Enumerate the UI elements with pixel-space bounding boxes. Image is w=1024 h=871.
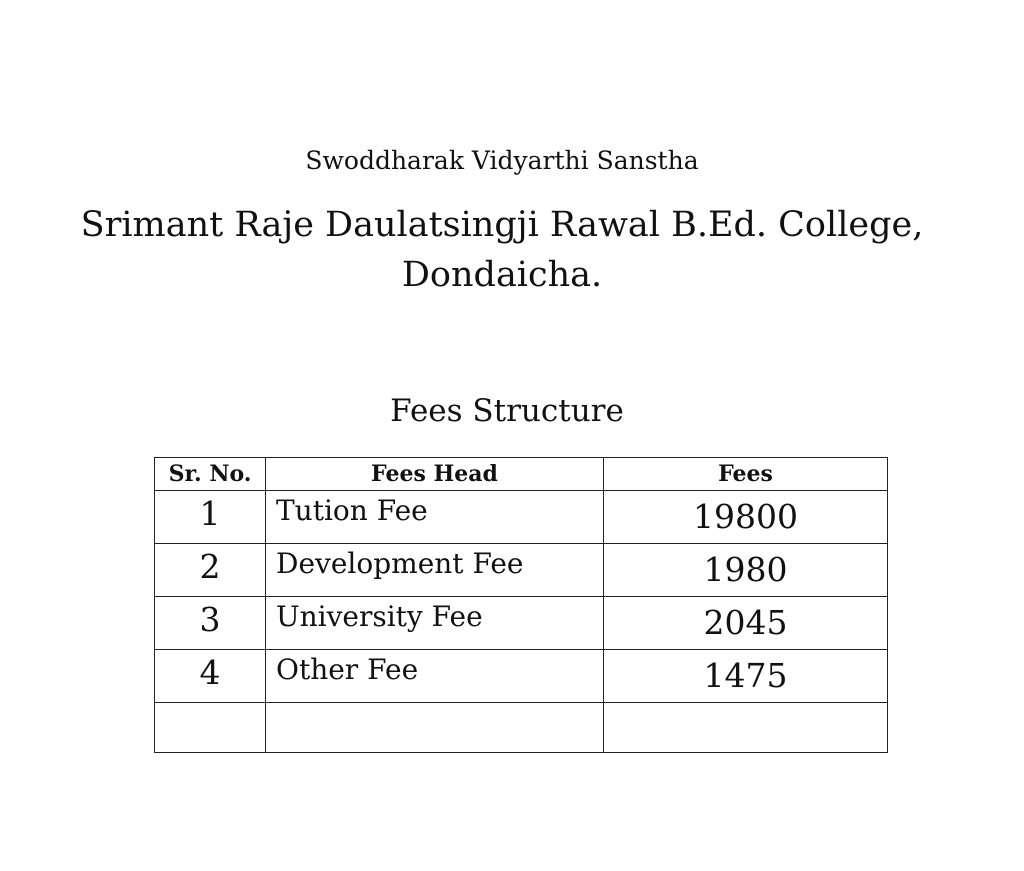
fees-head-cell: Other Fee [266, 650, 604, 703]
sr-no-cell: 2 [155, 544, 266, 597]
fees-structure-title: Fees Structure [390, 393, 624, 429]
table-row [155, 544, 888, 597]
sr-no-cell [155, 703, 266, 753]
table-row [155, 491, 888, 544]
fees-head-cell [266, 703, 604, 753]
organization-name: Swoddharak Vidyarthi Sanstha [305, 146, 699, 175]
column-header-fees: Fees [604, 458, 888, 491]
fees-amount-cell: 1980 [604, 544, 888, 597]
fees-head-cell: Development Fee [266, 544, 604, 597]
fees-head-cell: University Fee [266, 597, 604, 650]
college-name-line-2: Dondaicha. [401, 255, 603, 295]
fees-table [154, 457, 888, 753]
sr-no-cell: 3 [155, 597, 266, 650]
column-header-fees-head: Fees Head [266, 458, 604, 491]
table-row [155, 597, 888, 650]
fees-amount-cell: 2045 [604, 597, 888, 650]
sr-no-cell: 1 [155, 491, 266, 544]
college-name-line-1: Srimant Raje Daulatsingji Rawal B.Ed. College, [80, 205, 924, 245]
fees-amount-cell: 1475 [604, 650, 888, 703]
sr-no-cell: 4 [155, 650, 266, 703]
table-row-empty [155, 703, 888, 753]
column-header-sr-no: Sr. No. [155, 458, 266, 491]
fees-head-cell: Tution Fee [266, 491, 604, 544]
table-row [155, 650, 888, 703]
college-name [40, 200, 964, 300]
fees-amount-cell [604, 703, 888, 753]
fees-amount-cell: 19800 [604, 491, 888, 544]
table-header-row [155, 458, 888, 491]
